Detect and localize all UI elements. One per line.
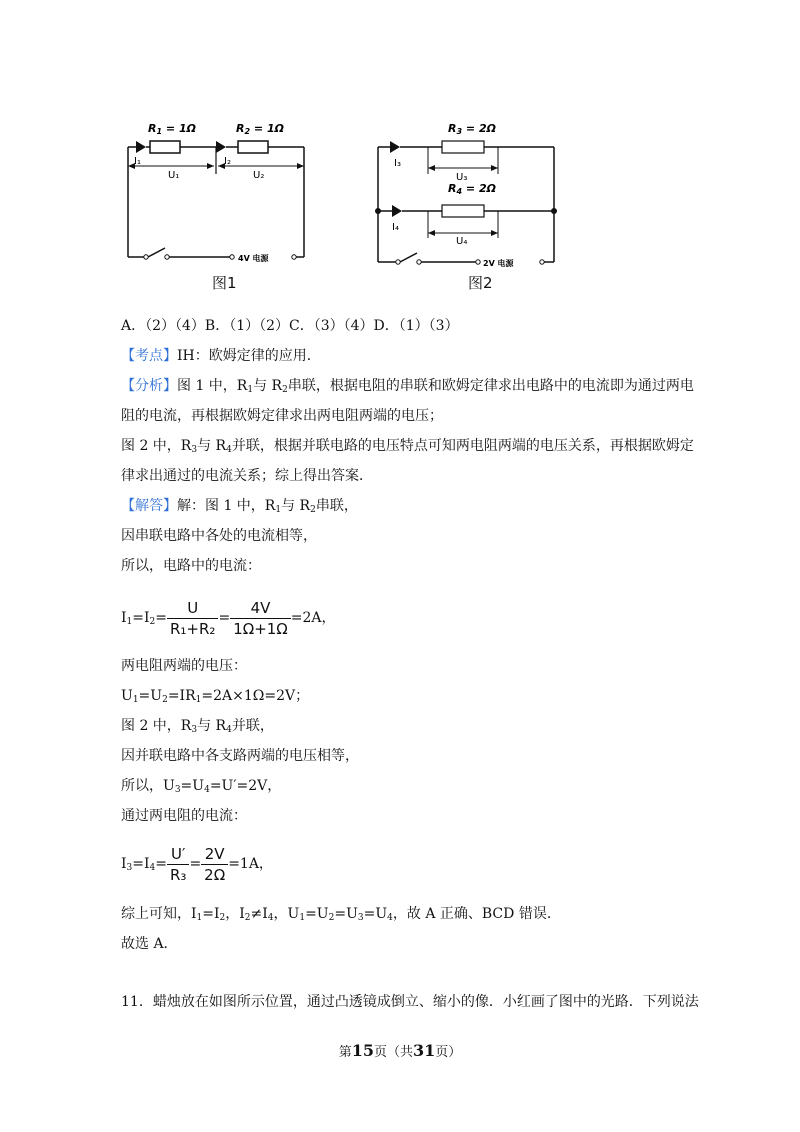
i1-label: I₁	[134, 156, 141, 167]
fenxi-line-3: 图 2 中，$R_3$与 $R_4$并联，根据并联电路的电压特点可知两电阻两端的电压关系，再根据欧姆定	[121, 438, 694, 455]
answer-options: A．（2）（4）B．（1）（2）C．（3）（4）D．（1）（3）	[121, 318, 459, 334]
fenxi-line-1: 【分析】图 1 中，$R_1$与 $R_2$串联，根据电阻的串联和欧姆定律求出电路中的电流即为通过两电	[121, 378, 694, 395]
jieda-line-10: 通过两电阻的电流：	[121, 808, 247, 824]
jieda-line-13: 故选 A．	[121, 936, 178, 952]
jieda-line-3: 所以，电路中的电流：	[121, 558, 261, 574]
next-question: 11．蜡烛放在如图所示位置，通过凸透镜成倒立、缩小的像．小红画了图中的光路．下列说法	[121, 994, 699, 1010]
r1-label: R1 = 1Ω	[148, 122, 196, 136]
jieda-line-2: 因串联电路中各处的电流相等，	[121, 528, 317, 544]
fraction-2v-over-2ohm: $\frac{2V}{2\Omega}$	[201, 844, 228, 885]
i2-label: I₂	[224, 156, 231, 167]
fraction-4v-over-2ohm: $\frac{4V}{1\Omega+1\Omega}$	[230, 598, 291, 639]
figure-2-caption: 图2	[468, 274, 493, 292]
fenxi-line-2: 阻的电流，再根据欧姆定律求出两电阻两端的电压；	[121, 408, 443, 424]
kaodian-text: IH：欧姆定律的应用．	[177, 348, 321, 364]
jieda-line-1: 【解答】解：图 1 中，$R_1$与 $R_2$串联，	[121, 498, 358, 515]
circuit-figure-2	[368, 112, 568, 292]
page-number: 15	[351, 1041, 374, 1060]
i3-label: I₃	[394, 158, 401, 169]
figure-1-caption: 图1	[212, 274, 237, 292]
circuit-figure-1	[118, 112, 318, 292]
r4-label: R4 = 2Ω	[448, 182, 496, 196]
r3-label: R3 = 2Ω	[448, 122, 496, 136]
fraction-u-prime-over-r3: $\frac{U'}{\text{R₃}}$	[167, 844, 189, 885]
jieda-line-5: 两电阻两端的电压：	[121, 658, 247, 674]
u1-label: U₁	[168, 170, 180, 181]
kaodian-section	[121, 346, 321, 366]
jieda-line-7: 图 2 中，$R_3$与 $R_4$并联，	[121, 718, 274, 735]
equation-current-series: $I_1=I_2=$ $\frac{U}{\text{R₁+R₂}}$ = $\frac{4V}{1\Omega+1\Omega}$ =2A，	[121, 598, 336, 638]
jieda-line-12: 综上可知，$I_1=I_2$，$I_2\ne I_4$，$U_1=U_2=U_3=U_4$，故 A 正确、BCD 错误．	[121, 906, 561, 923]
jieda-tag: 【解答】	[121, 498, 177, 514]
fenxi-line-4: 律求出通过的电流关系；综上得出答案．	[121, 468, 373, 484]
jieda-line-9: 所以，$U_3=U_4=U'=2V$，	[121, 778, 282, 795]
page-footer: 第15页（共31页）	[338, 1041, 462, 1060]
source-label-2: 2V 电源	[483, 259, 514, 268]
u2-label: U₂	[253, 170, 265, 181]
fenxi-tag: 【分析】	[121, 378, 177, 394]
u3-label: U₃	[456, 172, 468, 183]
kaodian-tag: 【考点】	[121, 348, 177, 364]
i4-label: I₄	[392, 222, 399, 233]
jieda-line-6: $U_1=U_2=IR_1=2A\times 1\Omega=2V$；	[121, 688, 310, 705]
equation-current-parallel: $I_3=I_4=$ $\frac{U'}{\text{R₃}}$ = $\frac{2V}{2\Omega}$ =1A，	[121, 844, 273, 884]
jieda-line-8: 因并联电路中各支路两端的电压相等，	[121, 748, 359, 764]
fraction-u-over-r: $\frac{U}{\text{R₁+R₂}}$	[167, 598, 218, 639]
source-label-1: 4V 电源	[238, 254, 269, 263]
page-total: 31	[413, 1041, 436, 1060]
r2-label: R2 = 1Ω	[236, 122, 284, 136]
u4-label: U₄	[456, 236, 468, 247]
